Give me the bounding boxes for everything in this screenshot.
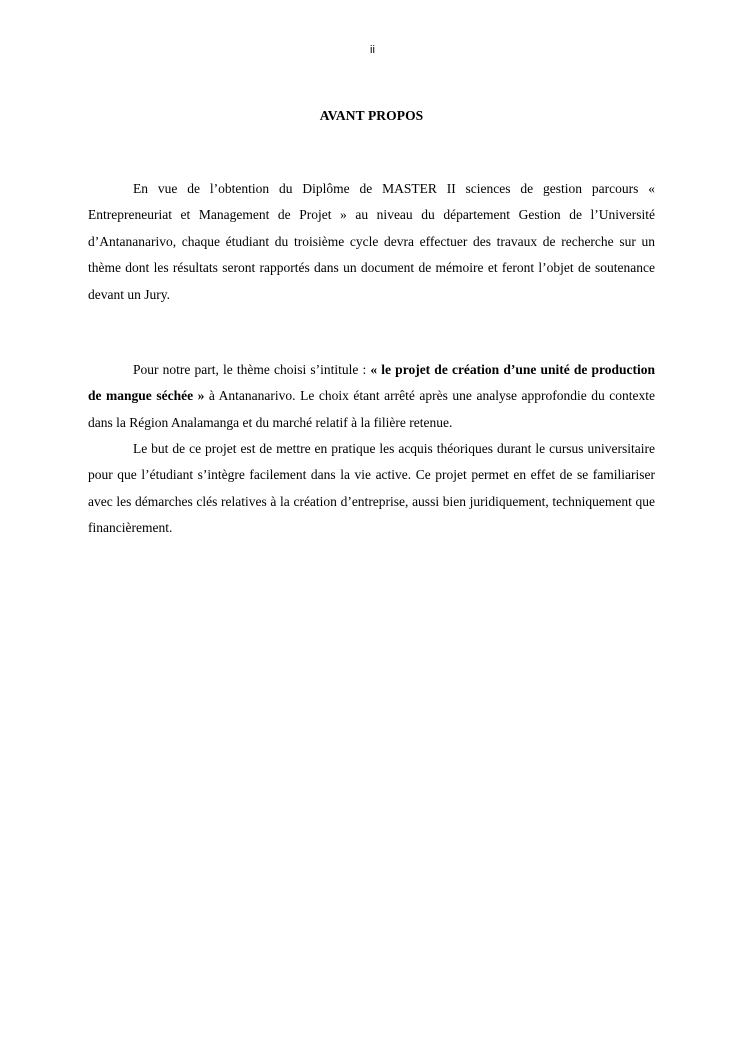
paragraph-theme (88, 357, 655, 436)
theme-text-before: Pour notre part, le thème choisi s’intitule : (133, 362, 371, 377)
project-title: « le projet de création d’une unité de production de mangue séchée » (88, 362, 656, 404)
theme-text-after: à Antananarivo. Le choix étant arrêté après une analyse approfondie du contexte dans la Région Analamanga et du marché relatif à la filière retenue. (88, 388, 656, 430)
paragraph-intro: En vue de l’obtention du Diplôme de MASTER II sciences de gestion parcours « Entrepreneuriat et Management de Projet » au niveau du département Gestion de l’Université d’Antananarivo, chaque étudiant du troisième cycle devra effectuer des travaux de recherche sur un thème dont les résultats seront rapportés dans un document de mémoire et feront l’objet de soutenance devant un Jury. (88, 181, 655, 302)
paragraph-goal: Le but de ce projet est de mettre en pratique les acquis théoriques durant le cursus universitaire pour que l’étudiant s’intègre facilement dans la vie active. Ce projet permet en effet de se familiariser avec les démarches clés relatives à la création d’entreprise, aussi bien juridiquement, techniquement que financièrement. (88, 441, 655, 536)
page-title: AVANT PROPOS (319, 108, 424, 123)
page-number: ii (370, 44, 375, 56)
